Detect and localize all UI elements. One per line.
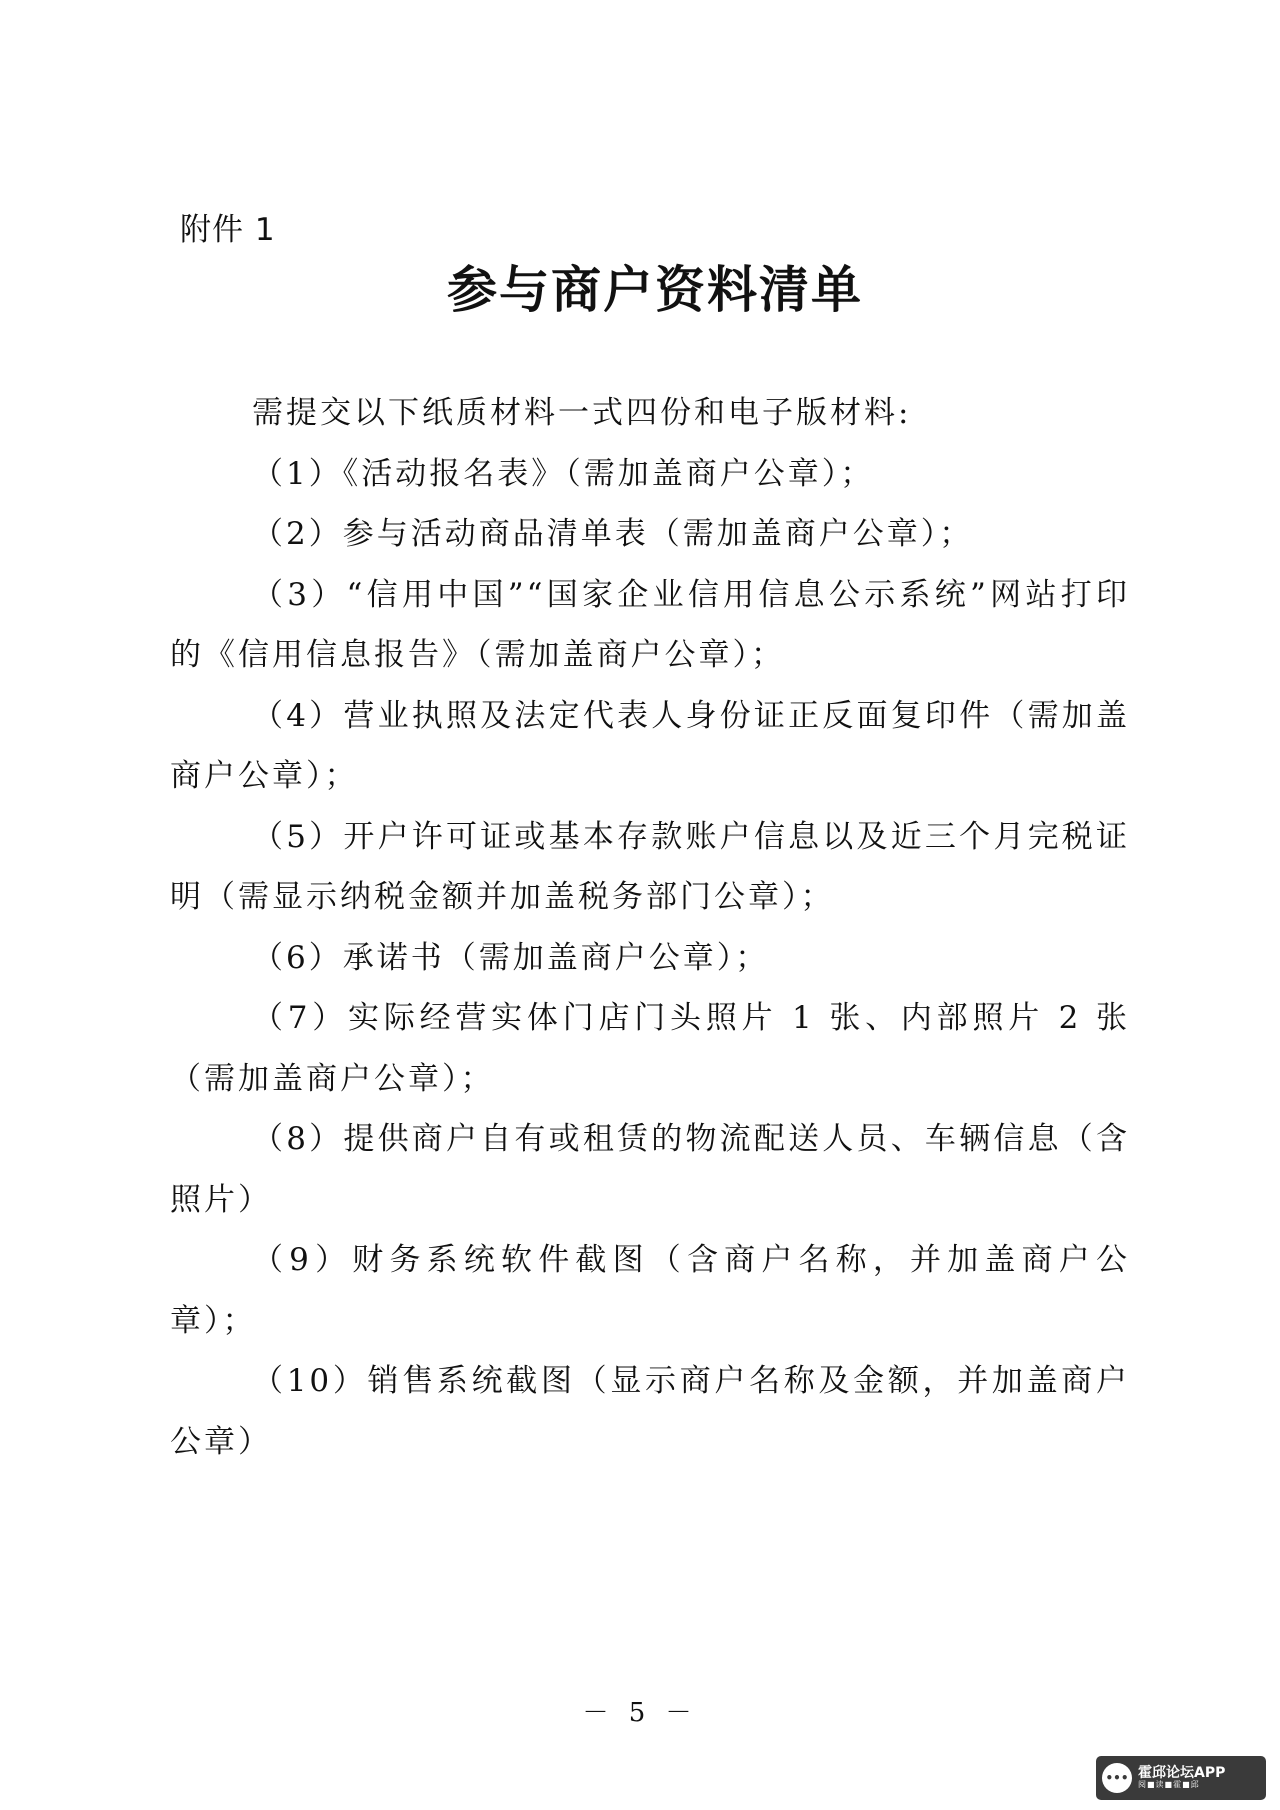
app-watermark	[1096, 1756, 1266, 1800]
document-title: 参与商户资料清单	[447, 261, 863, 319]
intro-paragraph: 需提交以下纸质材料一式四份和电子版材料:	[252, 395, 912, 431]
page-number: － 5 －	[582, 1698, 698, 1728]
list-item: （10）销售系统截图（显示商户名称及金额，并加盖商户公章）	[170, 1363, 1130, 1460]
list-item: （5）开户许可证或基本存款账户信息以及近三个月完税证明（需显示纳税金额并加盖税务部门公章）；	[170, 818, 1130, 915]
watermark-name: 霍邱论坛APP	[1138, 1764, 1226, 1781]
chat-bubble-icon: •••	[1102, 1763, 1132, 1793]
list-item: （9）财务系统软件截图（含商户名称，并加盖商户公章）；	[170, 1242, 1130, 1339]
list-item: （4）营业执照及法定代表人身份证正反面复印件（需加盖商户公章）；	[170, 697, 1130, 794]
list-item: （1）《活动报名表》（需加盖商户公章）；	[252, 455, 875, 492]
list-item: （6）承诺书（需加盖商户公章）；	[252, 939, 770, 976]
watermark-subtitle: 阅■读■霍■邱	[1138, 1780, 1200, 1790]
list-item: （8）提供商户自有或租赁的物流配送人员、车辆信息（含照片）	[170, 1121, 1130, 1218]
watermark-text	[1138, 1766, 1225, 1790]
list-item: （3）“信用中国”“国家企业信用信息公示系统”网站打印的《信用信息报告》（需加盖商户公章）；	[170, 576, 1130, 673]
list-item: （7）实际经营实体门店门头照片 1 张、内部照片 2 张（需加盖商户公章）；	[170, 1000, 1130, 1097]
attachment-label: 附件 1	[180, 212, 276, 248]
list-item: （2）参与活动商品清单表（需加盖商户公章）；	[252, 516, 974, 552]
document-body	[170, 383, 1130, 1472]
